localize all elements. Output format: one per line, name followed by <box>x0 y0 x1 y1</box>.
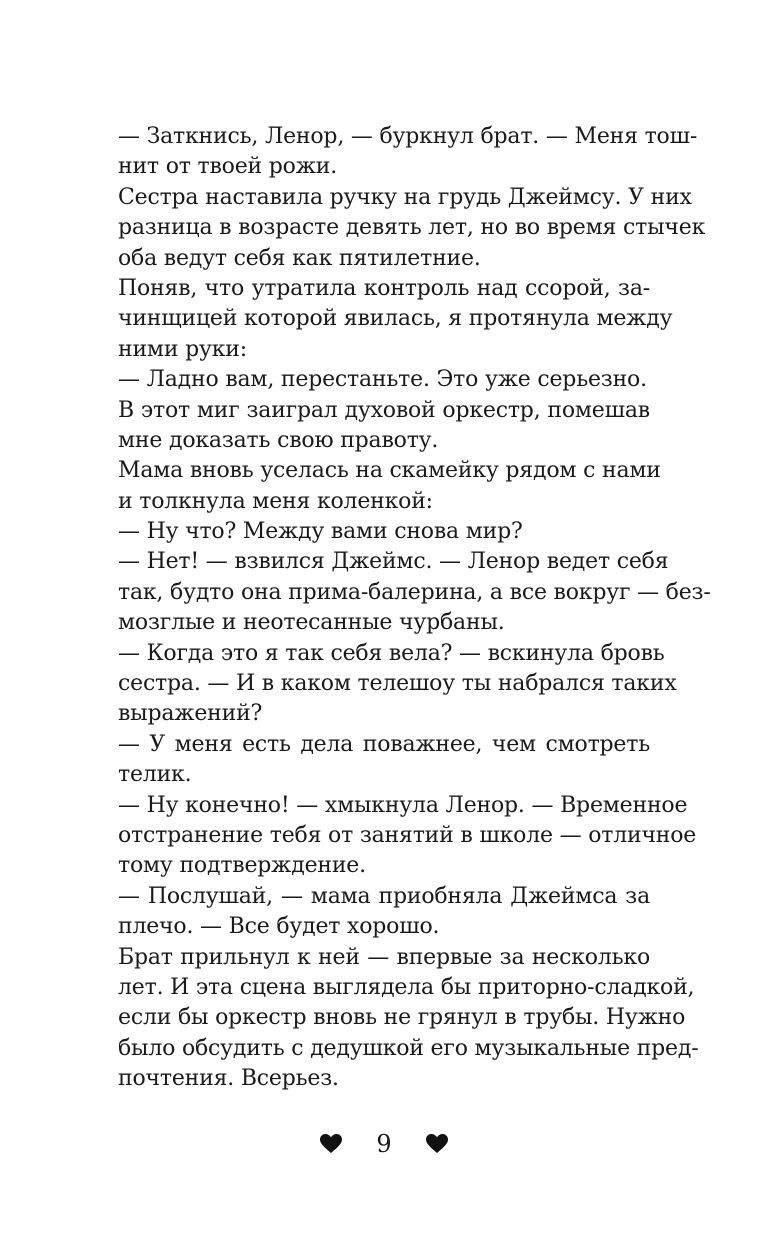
paragraph <box>118 122 698 183</box>
page-footer <box>0 1124 768 1164</box>
text-line: мне доказать свою правоту. <box>118 427 439 453</box>
paragraph <box>118 639 677 730</box>
paragraph <box>118 274 673 365</box>
paragraph <box>118 365 650 395</box>
text-line: выражений? <box>118 701 263 727</box>
text-line: тому подтверждение. <box>118 853 366 879</box>
text-line: отстранение тебя от занятий в школе — отличное <box>118 822 697 848</box>
text-line: — У меня есть дела поважнее, чем смотреть <box>118 731 650 757</box>
text-line: так, будто она прима-балерина, а все вокруг — без- <box>118 579 711 605</box>
text-line: мозглые и неотесанные чурбаны. <box>118 610 505 636</box>
paragraph <box>118 547 711 638</box>
paragraph <box>118 943 699 1095</box>
text-line: Сестра наставила ручку на грудь Джеймсу. У них <box>118 184 692 210</box>
text-line: — Заткнись, Ленор, — буркнул брат. — Меня тош- <box>118 124 698 149</box>
text-line: — Ладно вам, перестаньте. Это уже серьезно. <box>118 367 647 393</box>
text-line: В этот миг заиграл духовой оркестр, помешав <box>118 397 650 423</box>
text-line: — Нет! — взвился Джеймс. — Ленор ведет себя <box>118 549 669 575</box>
paragraph <box>118 456 661 517</box>
text-line: телик. <box>118 762 192 788</box>
text-line: сестра. — И в каком телешоу ты набрался таких <box>118 671 677 697</box>
text-line: — Когда это я так себя вела? — вскинула бровь <box>118 640 665 666</box>
heart-icon <box>426 1134 448 1154</box>
text-line: если бы оркестр вновь не грянул в трубы. Нужно <box>118 1005 686 1031</box>
text-line: оба ведут себя как пятилетние. <box>118 245 481 271</box>
text-line: плечо. — Все будет хорошо. <box>118 914 440 940</box>
text-line: почтения. Всерьез. <box>118 1066 339 1092</box>
text-line: Мама вновь уселась на скамейку рядом с нами <box>118 458 661 484</box>
text-line: разница в возрасте девять лет, но во время стычек <box>118 215 706 241</box>
text-line: Поняв, что утратила контроль над ссорой, за- <box>118 275 650 301</box>
text-line: нит от твоей рожи. <box>118 154 337 180</box>
paragraph <box>118 882 650 943</box>
page-number: 9 <box>376 1130 392 1158</box>
paragraph <box>118 730 650 791</box>
paragraph <box>118 396 650 457</box>
text-line: ними руки: <box>118 336 247 362</box>
paragraph <box>118 183 706 274</box>
body-text <box>118 122 711 1095</box>
text-line: Брат прильнул к ней — впервые за несколько <box>118 944 650 970</box>
text-line: лет. И эта сцена выглядела бы приторно-сладкой, <box>118 974 695 1000</box>
text-line: и толкнула меня коленкой: <box>118 488 433 514</box>
text-line: — Ну что? Между вами снова мир? <box>118 519 523 545</box>
heart-icon <box>320 1134 342 1154</box>
text-line: чинщицей которой явилась, я протянула между <box>118 306 673 332</box>
paragraph <box>118 517 650 547</box>
text-line: — Послушай, — мама приобняла Джеймса за <box>118 883 650 909</box>
text-line: было обсудить с дедушкой его музыкальные пред- <box>118 1035 699 1061</box>
text-line: — Ну конечно! — хмыкнула Ленор. — Временное <box>118 792 688 818</box>
paragraph <box>118 791 697 882</box>
